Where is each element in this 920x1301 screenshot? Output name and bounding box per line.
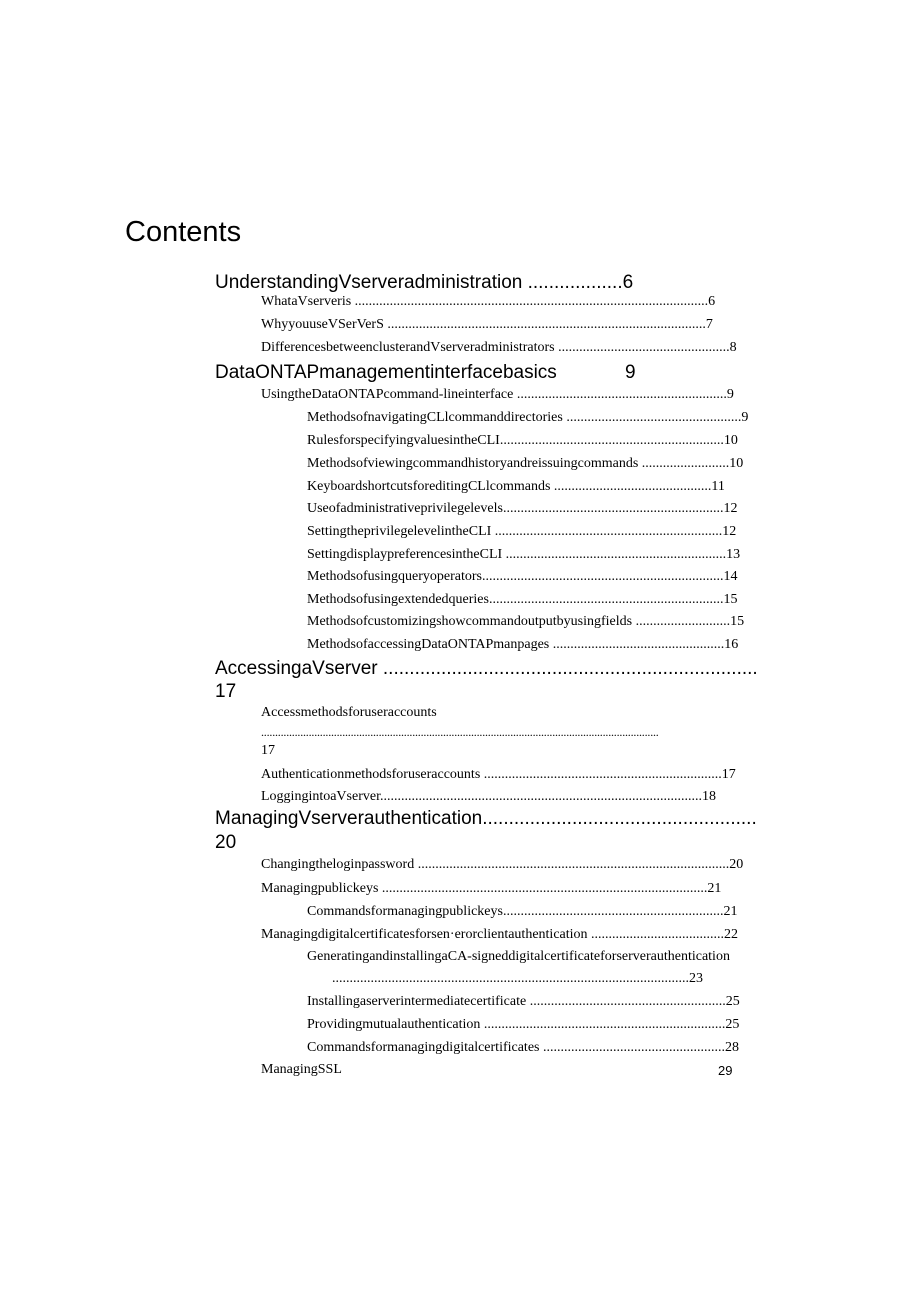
toc-entry: Changingtheloginpassword .........................................................................................20: [261, 857, 744, 872]
toc-entry: ManagingSSL: [261, 1062, 342, 1077]
toc-entry: MethodsofaccessingDataONTAPmanpages .................................................16: [307, 637, 739, 652]
toc-entry: LoggingintoaVserver............................................................................................18: [261, 789, 716, 804]
toc-heading-page-number: 9: [625, 362, 636, 383]
toc-heading-page-number: 17: [215, 681, 237, 702]
toc-heading-understanding-vserver-administration: UnderstandingVserveradministration ..................6: [215, 272, 634, 293]
toc-entry: SettingdisplaypreferencesintheCLI ...............................................................13: [307, 547, 741, 562]
toc-entry: WhyyouuseVSerVerS ...........................................................................................7: [261, 317, 713, 332]
toc-heading-managing-vserver-authentication: ManagingVserverauthentication....................................................: [215, 808, 757, 829]
toc-entry: KeyboardshortcutsforeditingCLlcommands .............................................11: [307, 479, 725, 494]
page-title: Contents: [125, 216, 242, 248]
toc-entry: RulesforspecifyingvaluesintheCLI................................................................10: [307, 433, 738, 448]
toc-entry: Commandsformanagingdigitalcertificates ....................................................28: [307, 1040, 739, 1055]
toc-entry: Managingdigitalcertificatesforsen·erorclientauthentication ......................................22: [261, 927, 739, 942]
toc-entry-page-number: 29: [718, 1063, 733, 1078]
toc-entry-leader: ......................................................................................................23: [332, 971, 703, 986]
toc-heading-accessing-a-vserver: AccessingaVserver .......................................................................: [215, 658, 758, 679]
toc-entry: WhataVserveris .....................................................................................................6: [261, 294, 716, 309]
toc-entry: Methodsofusingqueryoperators.....................................................................14: [307, 569, 738, 584]
toc-entry-page-number: 17: [261, 743, 275, 758]
toc-entry: GeneratingandinstallingaCA-signeddigitalcertificateforserverauthentication: [307, 949, 730, 964]
toc-entry: DifferencesbetweenclusterandVserveradministrators .................................................8: [261, 340, 737, 355]
toc-entry: Methodsofcustomizingshowcommandoutputbyusingfields ...........................15: [307, 614, 745, 629]
toc-entry: Managingpublickeys .............................................................................................21: [261, 881, 722, 896]
toc-entry: Useofadministrativeprivilegelevels...............................................................12: [307, 501, 738, 516]
toc-entry: Methodsofusingextendedqueries...................................................................15: [307, 592, 738, 607]
toc-heading-data-ontap-management-interface-basics: DataONTAPmanagementinterfacebasics: [215, 362, 557, 383]
toc-entry-leader: ..............................................................................................................................................: [261, 725, 659, 739]
toc-entry: Providingmutualauthentication .....................................................................25: [307, 1017, 740, 1032]
toc-entry: Commandsformanagingpublickeys...............................................................21: [307, 904, 738, 919]
toc-entry: Installingaserverintermediatecertificate ........................................................25: [307, 994, 740, 1009]
toc-entry: Authenticationmethodsforuseraccounts ....................................................................17: [261, 767, 736, 782]
toc-entry: UsingtheDataONTAPcommand-lineinterface ............................................................9: [261, 387, 734, 402]
toc-heading-page-number: 20: [215, 832, 237, 853]
toc-entry: Methodsofviewingcommandhistoryandreissuingcommands .........................10: [307, 456, 744, 471]
toc-entry: MethodsofnavigatingCLlcommanddirectories ..................................................9: [307, 410, 749, 425]
toc-entry: SettingtheprivilegelevelintheCLI .................................................................12: [307, 524, 737, 539]
toc-entry: Accessmethodsforuseraccounts: [261, 705, 437, 720]
